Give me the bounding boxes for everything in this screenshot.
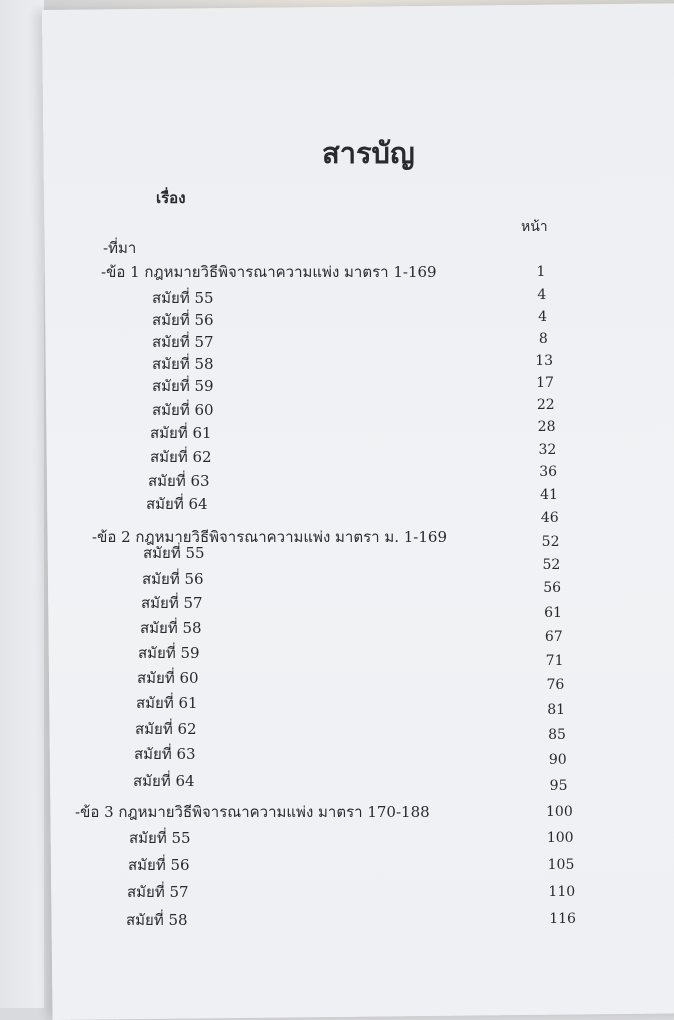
page-number: 8 [538, 331, 548, 347]
page-number: 95 [549, 778, 568, 794]
page-number: 4 [538, 309, 548, 325]
page-number: 13 [535, 353, 554, 369]
toc-subentry: สมัยที่ 58 [152, 355, 214, 373]
page-number: 100 [546, 830, 574, 846]
toc-subentry: สมัยที่ 57 [141, 594, 203, 612]
toc-section-entry: -ข้อ 3 กฎหมายวิธีพิจารณาความแพ่ง มาตรา 170-188 [75, 803, 430, 821]
page-number: 105 [547, 857, 575, 873]
page-number: 1 [536, 264, 546, 280]
toc-subentry: สมัยที่ 55 [129, 829, 191, 847]
page-number: 41 [540, 487, 558, 503]
page-number: 46 [540, 510, 559, 526]
toc-subentry: สมัยที่ 59 [152, 377, 214, 395]
page-number: 85 [548, 727, 566, 743]
page-number: 17 [536, 375, 554, 391]
toc-subentry: สมัยที่ 62 [135, 720, 197, 738]
toc-subentry: สมัยที่ 63 [148, 472, 210, 490]
page-number: 56 [543, 580, 562, 596]
topic-header: เรื่อง [156, 189, 186, 207]
page-number: 36 [539, 464, 558, 480]
toc-subentry: สมัยที่ 60 [152, 401, 214, 419]
toc-section-entry: -ที่มา [103, 239, 137, 257]
page-number: 52 [542, 557, 561, 573]
toc-subentry: สมัยที่ 56 [152, 311, 214, 329]
toc-section-entry: -ข้อ 2 กฎหมายวิธีพิจารณาความแพ่ง มาตรา ม. 1-169 [92, 528, 448, 546]
page-number: 28 [537, 419, 556, 435]
page-number: 67 [544, 629, 563, 645]
toc-subentry: สมัยที่ 64 [146, 495, 208, 513]
toc-subentry: สมัยที่ 61 [150, 424, 212, 442]
page-number: 81 [547, 702, 566, 718]
toc-subentry: สมัยที่ 61 [136, 694, 198, 712]
toc-subentry: สมัยที่ 63 [134, 745, 196, 763]
toc-section-entry: -ข้อ 1 กฎหมายวิธีพิจารณาความแพ่ง มาตรา 1-169 [101, 263, 437, 281]
page-number: 110 [548, 884, 576, 900]
toc-subentry: สมัยที่ 60 [137, 669, 199, 687]
toc-subentry: สมัยที่ 64 [133, 772, 195, 790]
toc-subentry: สมัยที่ 58 [140, 619, 202, 637]
toc-subentry: สมัยที่ 58 [126, 911, 188, 929]
toc-title: สารบัญ [322, 136, 415, 170]
toc-subentry: สมัยที่ 62 [150, 448, 212, 466]
toc-subentry: สมัยที่ 59 [138, 644, 200, 662]
page-number: 90 [548, 752, 567, 768]
toc-subentry: สมัยที่ 56 [142, 570, 204, 588]
page-number: 52 [541, 534, 560, 550]
toc-subentry: สมัยที่ 57 [152, 333, 214, 351]
page-number: 22 [536, 397, 555, 413]
toc-subentry: สมัยที่ 55 [152, 289, 214, 307]
toc-subentry: สมัยที่ 55 [143, 544, 205, 562]
toc-subentry: สมัยที่ 57 [127, 883, 189, 901]
page-number: 116 [549, 911, 576, 927]
page-edge [0, 0, 44, 1008]
page-number: 76 [546, 677, 565, 693]
toc-subentry: สมัยที่ 56 [128, 856, 190, 874]
page-number: 71 [545, 653, 564, 669]
page-header: หน้า [521, 219, 548, 235]
page-number: 61 [544, 605, 562, 621]
page-number: 100 [546, 804, 573, 820]
page-number: 4 [537, 287, 547, 303]
page-number: 32 [538, 442, 557, 458]
